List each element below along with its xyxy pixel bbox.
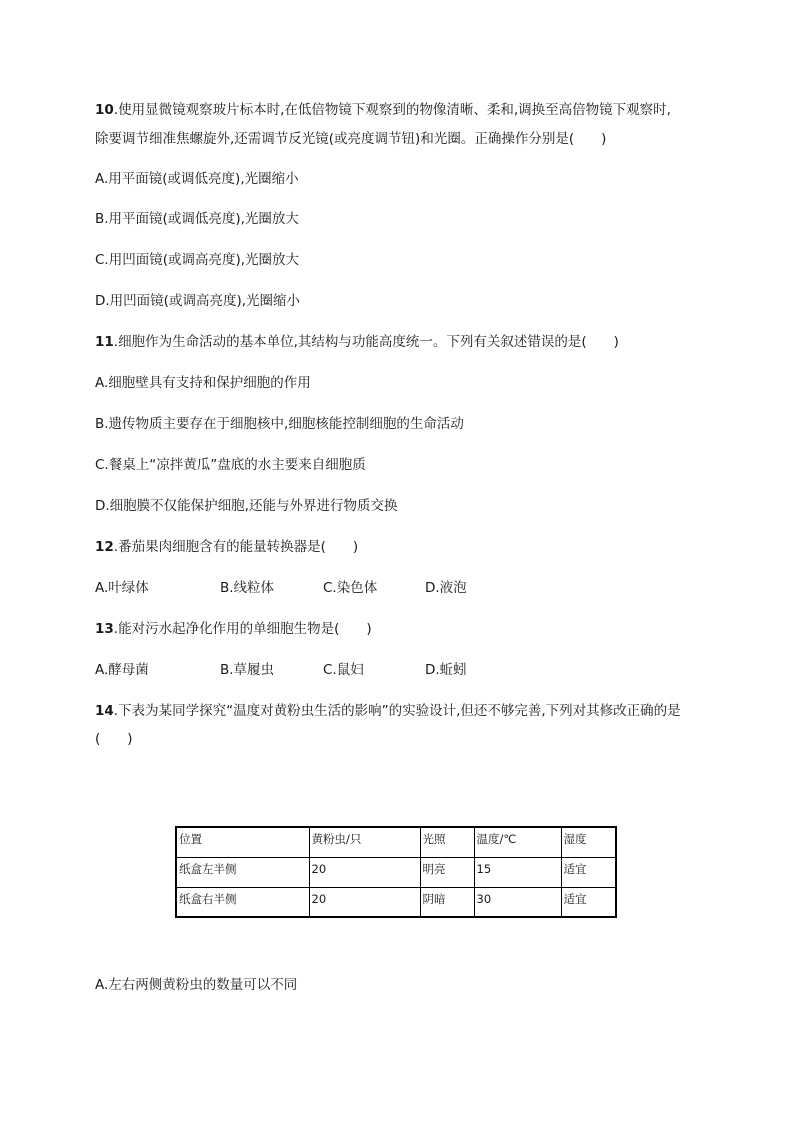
table-header-cell: 温度/℃ (474, 827, 561, 857)
q12-stem-text1: .番茄果肉细胞含有的能量转换器是( ) (113, 539, 359, 555)
q10-option-c: C.用凹面镜(或调高亮度),光圈放大 (95, 252, 300, 268)
q10-option-a: A.用平面镜(或调低亮度),光圈缩小 (95, 171, 299, 187)
q10-number: 10 (95, 102, 114, 118)
q14-stem-line2: ( ) (95, 731, 133, 747)
q10-stem-text1: .使用显微镜观察玻片标本时,在低倍物镜下观察到的物像清晰、柔和,调换至高倍物镜下观察时, (113, 102, 671, 118)
q13-option-b: B.草履虫 (220, 662, 275, 678)
q12-option-d: D.液泡 (425, 580, 467, 596)
q12-option-c: C.染色体 (323, 580, 378, 596)
table-cell: 适宜 (561, 887, 616, 917)
table-cell: 15 (474, 857, 561, 887)
q11-option-b: B.遗传物质主要存在于细胞核中,细胞核能控制细胞的生命活动 (95, 416, 464, 432)
table-header-row (176, 827, 616, 857)
table-cell: 30 (474, 887, 561, 917)
q10-stem-line2: 除要调节细准焦螺旋外,还需调节反光镜(或亮度调节钮)和光圈。正确操作分别是( ) (95, 131, 607, 147)
q14-number: 14 (95, 703, 114, 719)
q12-option-a: A.叶绿体 (95, 580, 149, 596)
q11-option-c: C.餐桌上“凉拌黄瓜”盘底的水主要来自细胞质 (95, 457, 366, 473)
q13-number: 13 (95, 621, 114, 637)
q12-options-row (95, 579, 695, 597)
q11-stem-line1 (95, 333, 619, 351)
q10-option-b: B.用平面镜(或调低亮度),光圈放大 (95, 211, 299, 227)
table-cell: 20 (309, 887, 420, 917)
table-row (176, 857, 616, 887)
q13-option-c: C.鼠妇 (323, 662, 364, 678)
q12-option-b: B.线粒体 (220, 580, 275, 596)
q13-options-row (95, 661, 695, 679)
table-header-cell: 黄粉虫/只 (309, 827, 420, 857)
table-header-cell: 光照 (420, 827, 474, 857)
table-header-cell: 湿度 (561, 827, 616, 857)
q11-stem-text1: .细胞作为生命活动的基本单位,其结构与功能高度统一。下列有关叙述错误的是( ) (113, 334, 619, 350)
table-cell: 适宜 (561, 857, 616, 887)
q11-number: 11 (95, 334, 114, 350)
q13-stem-text1: .能对污水起净化作用的单细胞生物是( ) (113, 621, 372, 637)
q13-option-d: D.蚯蚓 (425, 662, 467, 678)
q12-stem-line1 (95, 538, 358, 556)
q11-option-a: A.细胞壁具有支持和保护细胞的作用 (95, 375, 311, 391)
table-cell: 明亮 (420, 857, 474, 887)
q13-stem-line1 (95, 620, 372, 638)
q10-option-d: D.用凹面镜(或调高亮度),光圈缩小 (95, 293, 301, 309)
q13-option-a: A.酵母菌 (95, 662, 149, 678)
q14-option-a: A.左右两侧黄粉虫的数量可以不同 (95, 977, 298, 993)
table-cell: 纸盒左半侧 (176, 857, 309, 887)
experiment-table-wrapper (175, 826, 617, 918)
q11-option-d: D.细胞膜不仅能保护细胞,还能与外界进行物质交换 (95, 498, 398, 514)
q12-number: 12 (95, 539, 114, 555)
table-cell: 纸盒右半侧 (176, 887, 309, 917)
table-header-cell: 位置 (176, 827, 309, 857)
experiment-table (175, 826, 617, 918)
table-cell: 20 (309, 857, 420, 887)
table-row (176, 887, 616, 917)
q14-stem-line1 (95, 702, 681, 720)
q10-stem-line1 (95, 101, 671, 119)
table-cell: 阴暗 (420, 887, 474, 917)
q14-stem-text1: .下表为某同学探究“温度对黄粉虫生活的影响”的实验设计,但还不够完善,下列对其修改正确的是 (113, 703, 681, 719)
